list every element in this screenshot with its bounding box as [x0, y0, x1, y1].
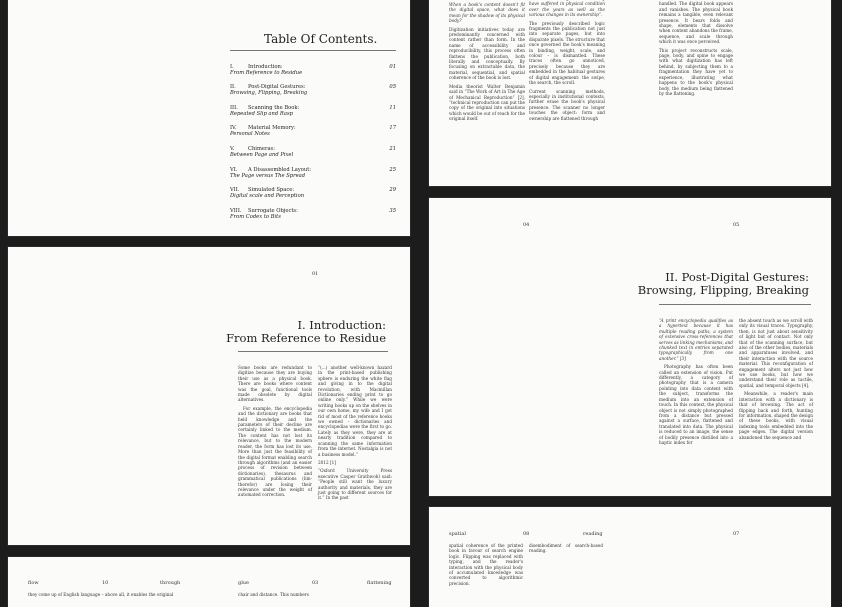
toc-entry-page: 29 [389, 187, 396, 193]
body-paragraph: Photography has often been called an extension of vision. Put differently, a category of photography that is a camera pointing into data content with the subject, transforms the medium into an extension of touch. In this context, the physical object is not simply photographed from a distance but pressed against a surface, flattened and translated into data. The physical is reduced to an image, the sense of bodily presence distilled into a haptic index for [659, 364, 733, 445]
body-paragraph: have suffered in physical condition over the years as well as the various changes in its ownership”. [529, 1, 605, 18]
quote-paragraph: “(...) another well-known hazard in the print-based publishing sphere is enduring the white flag and giving in to the digital revolution, with Macmillan Dictionaries ending print to go online only.” While we were writing books up on the shelves in our own home, my wife and I got rid of most of the reference books we owned – dictionaries and encyclopedias were the first to go. Lately as they were, they are at nearly tradition compared to scanning the same information from the internet. Nostalgia is not a business model.” [318, 365, 392, 457]
page-number: 05 [733, 222, 740, 228]
body-paragraph: the absent touch as we scroll with only its visual traces. Typography, then, is not just about sensitivity of light but of contact. Not only that of the scanning surface, but also of the other bodies, materials and apparatuses involved, and their interaction with the source material. This reconfiguration of engagement alters not just how we use books, but how we understand their role as tactile, spatial, and temporal objects [4]. [739, 318, 813, 388]
running-word: through [160, 580, 181, 586]
toc-entry[interactable] [230, 84, 396, 96]
body-paragraph: This project reconstructs scale, page, body, and spine to engage with what digitization has left behind, by subjecting them to a fragmentation they have yet to experience, illustrating what happens to the book's physical body, the medium being flattened by the flattening. [659, 47, 733, 96]
toc-entry-number: VI. [230, 167, 238, 173]
body-column [659, 0, 733, 99]
toc-entry[interactable] [230, 64, 396, 76]
chapter-title [226, 319, 386, 345]
toc-entry-number: III. [230, 105, 238, 111]
body-column [529, 0, 605, 124]
body-column [659, 318, 733, 448]
toc-entry-page: 05 [389, 84, 396, 90]
toc-title: Table Of Contents. [264, 32, 378, 46]
partial-page-top-right [429, 0, 831, 186]
toc-entry-title: A Disassembled Layout: [248, 167, 312, 173]
body-paragraph: The previously described logic fragments the publication not just into separate pages, but into disparate pixels. The structure that once governed the book's meaning in binding, weight, scale, and colour – is dismantled. These traces often go unnoticed, precisely because they are embedded in the habitual gestures of digital engagement: the swipe, the search, the scroll. [529, 20, 605, 86]
toc-entry-title: Introduction: [248, 64, 283, 70]
body-column: disembodiment of search-based reading. [529, 543, 603, 554]
toc-page [8, 0, 410, 236]
toc-entry-page: 11 [389, 105, 396, 111]
running-word: flow [28, 580, 39, 586]
partial-page-bottom-right [429, 507, 831, 607]
page-number: 04 [523, 222, 530, 228]
body-text-line: chair and distance. This numbers [238, 592, 309, 597]
page-number: 03 [312, 580, 319, 586]
toc-entry[interactable] [230, 167, 396, 179]
chapter-divider [238, 351, 388, 352]
partial-page-bottom-left [8, 557, 410, 607]
running-word: glue [238, 580, 249, 586]
quote-column [318, 365, 392, 504]
toc-entry-number: I. [230, 64, 234, 70]
toc-entry-subtitle: Between Page and Pixel [230, 152, 294, 158]
page-number: 08 [523, 531, 530, 537]
toc-entry[interactable] [230, 125, 396, 137]
body-column [739, 318, 813, 443]
toc-entry-title: Material Memory: [248, 125, 296, 131]
post-digital-gestures-page [429, 198, 831, 496]
chapter-title-line: I. Introduction: [297, 318, 386, 332]
chapter-title [638, 271, 809, 297]
toc-entry-page: 21 [389, 146, 396, 152]
body-column [238, 365, 312, 501]
body-column [449, 2, 525, 125]
chapter-divider [659, 304, 811, 305]
body-paragraph: When a book's content doesn't fit the digital space, what does it mean for the shadow of its physical body? [449, 2, 525, 24]
citation: 2012 [1] [318, 459, 336, 465]
body-text-line: they come up of English language – above all, it enables the original [28, 592, 174, 597]
toc-entry-number: V. [230, 146, 235, 152]
toc-entry-page: 01 [389, 64, 396, 70]
toc-entry-title: Post-Digital Gestures: [248, 84, 306, 90]
body-column: spatial coherence of the printed book in favour of search engine logic. Flipping was replaced with typing, and the reader's interaction with the physical body of accumulated knowledge was converted to algorithmic precision. [449, 543, 523, 586]
quote-paragraph: “A print encyclopedia qualifies as a hypertext because it has multiple reading paths, a system of extensive cross-references that serves as linking mechanisms, and chunked text in entries separated typographically from one another.” [3] [659, 318, 733, 361]
quote-paragraph: “Oxford University Press executive Casper Grathwohl said: “People still want the luxury authority and materials, they are just going to different sources for it.” In the past [318, 468, 392, 501]
introduction-page [8, 247, 410, 545]
page-number: 10 [102, 580, 109, 586]
toc-entry-number: VIII. [230, 208, 242, 214]
toc-entry-number: VII. [230, 187, 240, 193]
toc-entry-page: 25 [389, 167, 396, 173]
toc-entry-title: Simulated Space: [248, 187, 295, 193]
chapter-subtitle-line: Browsing, Flipping, Breaking [637, 283, 809, 297]
toc-entry[interactable] [230, 187, 396, 199]
body-paragraph: Some books are redundant to digitize because they are buying their use as a physical book. There are books where content was the goal, functional tools made obsolete by digital alternatives. [238, 365, 312, 403]
body-paragraph: Current scanning methods, especially in institutional contexts, further erase the book's physical presence. The scanner no longer touches the object: form and ownership are flattened through [529, 88, 605, 121]
chapter-title-line: II. Post-Digital Gestures: [665, 270, 809, 284]
body-paragraph: Digitization initiatives today are predominantly concerned with content rather than form. In the name of accessibility and reproducibility, this process often flattens the publication, both literally and conceptually. By focusing on extractable data, the material, sequential, and spatial coherence of the book is lost. [449, 26, 525, 81]
toc-entry-title: Scanning the Book: [248, 105, 300, 111]
toc-entry[interactable] [230, 105, 396, 117]
toc-entry-page: 35 [389, 208, 396, 214]
toc-entry-title: Surrogate Objects: [248, 208, 298, 214]
running-word: reading [583, 531, 603, 537]
body-paragraph: For example, the encyclopedia and the dictionary are books that held knowledge and the parameters of their decline are certainly linked to the medium. The content has not lost its relevance, but to the modern reader, the form has lost its use. More than just the feasibility of the digital format enabling search through algorithms (and an easier process of revision between dictionaries), thesaurus and grammatical publications (lim-therefor) are losing their relevance under the weight of automated correction. [238, 405, 312, 498]
chapter-subtitle-line: From Reference to Residue [226, 331, 386, 345]
toc-entry-subtitle: The Page versus The Spread [230, 173, 306, 179]
toc-entry-subtitle: From Codex to Bits [230, 214, 281, 220]
body-paragraph: Media theorist Walter Benjamin said in “The Work of Art in The Age of Mechanical Reproduction” [2], “technical reproduction can put the copy of the original into situations which would be out of reach for the original itself. [449, 83, 525, 122]
toc-entry-subtitle: Personal Notes [230, 131, 270, 137]
running-word: spatial [449, 531, 466, 537]
toc-entry-subtitle: Digital scale and Perception [230, 193, 305, 199]
body-paragraph: Meanwhile, a reader's main interaction with a dictionary is that of browsing. The act of flipping back and forth, hunting for information, shaped the design of these books, with visual indexing tools embedded into the page edges. The digital version abandoned the sequence and [739, 391, 813, 440]
running-word: flattening [367, 580, 392, 586]
page-number: 07 [733, 531, 740, 537]
toc-entry[interactable] [230, 146, 396, 158]
toc-divider [230, 50, 396, 51]
toc-entry[interactable] [230, 208, 396, 220]
toc-entry-subtitle: Repeated Slip and Rasp [230, 111, 293, 117]
body-paragraph: handled. The digital book appears and vanishes. The physical book remains a tangible, even relevant presence. It bears folds and shape, elements that dissolve when content abandons the frame, sequence, and scale through which it was once perceived. [659, 1, 733, 45]
toc-entry-subtitle: Browsing, Flipping, Breaking [230, 90, 308, 96]
toc-entry-title: Chimeras: [248, 146, 275, 152]
toc-entry-page: 17 [389, 125, 396, 131]
toc-entry-number: II. [230, 84, 236, 90]
page-number: 01 [312, 271, 319, 277]
toc-entry-subtitle: From Reference to Residue [230, 70, 303, 76]
toc-entry-number: IV. [230, 125, 237, 131]
